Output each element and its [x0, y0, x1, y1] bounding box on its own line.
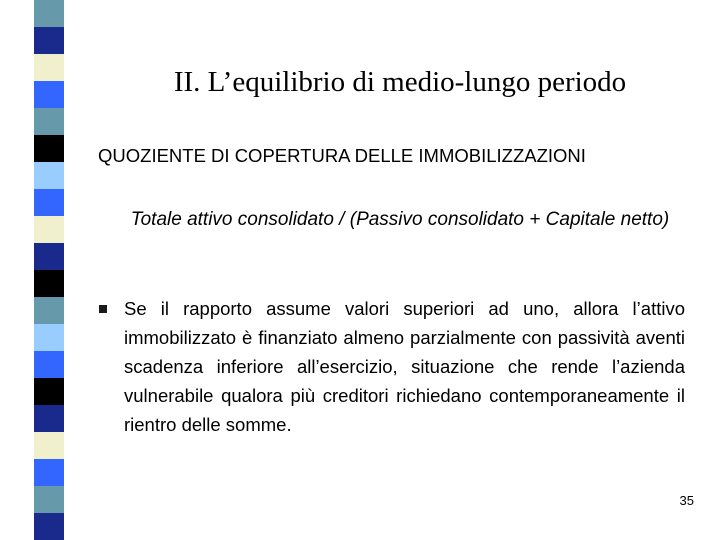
slide-title: II. L’equilibrio di medio-lungo periodo — [173, 66, 627, 98]
stripe-segment — [34, 108, 64, 135]
slide-subtitle: QUOZIENTE DI COPERTURA DELLE IMMOBILIZZAZIONI — [98, 145, 586, 166]
decorative-color-stripe — [34, 0, 64, 540]
bullet-text: Se il rapporto assume valori superiori ad uno, allora l’attivo immobilizzato è finanziato almeno parzialmente con passività aventi scadenza inferiore all’esercizio, situazione che rende l’azienda vulnerabile qualora più creditori richiedano contemporaneamente il rientro delle somme. — [124, 298, 685, 435]
stripe-segment — [34, 162, 64, 189]
stripe-segment — [34, 243, 64, 270]
stripe-segment — [34, 378, 64, 405]
stripe-segment — [34, 0, 64, 27]
formula-text: Totale attivo consolidato / (Passivo consolidato + Capitale netto) — [130, 209, 670, 230]
stripe-segment — [34, 135, 64, 162]
stripe-segment — [34, 405, 64, 432]
stripe-segment — [34, 486, 64, 513]
stripe-segment — [34, 459, 64, 486]
stripe-segment — [34, 189, 64, 216]
stripe-segment — [34, 216, 64, 243]
page-number: 35 — [679, 493, 694, 508]
stripe-segment — [34, 297, 64, 324]
stripe-segment — [34, 270, 64, 297]
stripe-segment — [34, 54, 64, 81]
stripe-segment — [34, 351, 64, 378]
stripe-segment — [34, 513, 64, 540]
stripe-segment — [34, 27, 64, 54]
stripe-segment — [34, 81, 64, 108]
stripe-segment — [34, 432, 64, 459]
bullet-square-icon — [99, 305, 107, 313]
stripe-segment — [34, 324, 64, 351]
